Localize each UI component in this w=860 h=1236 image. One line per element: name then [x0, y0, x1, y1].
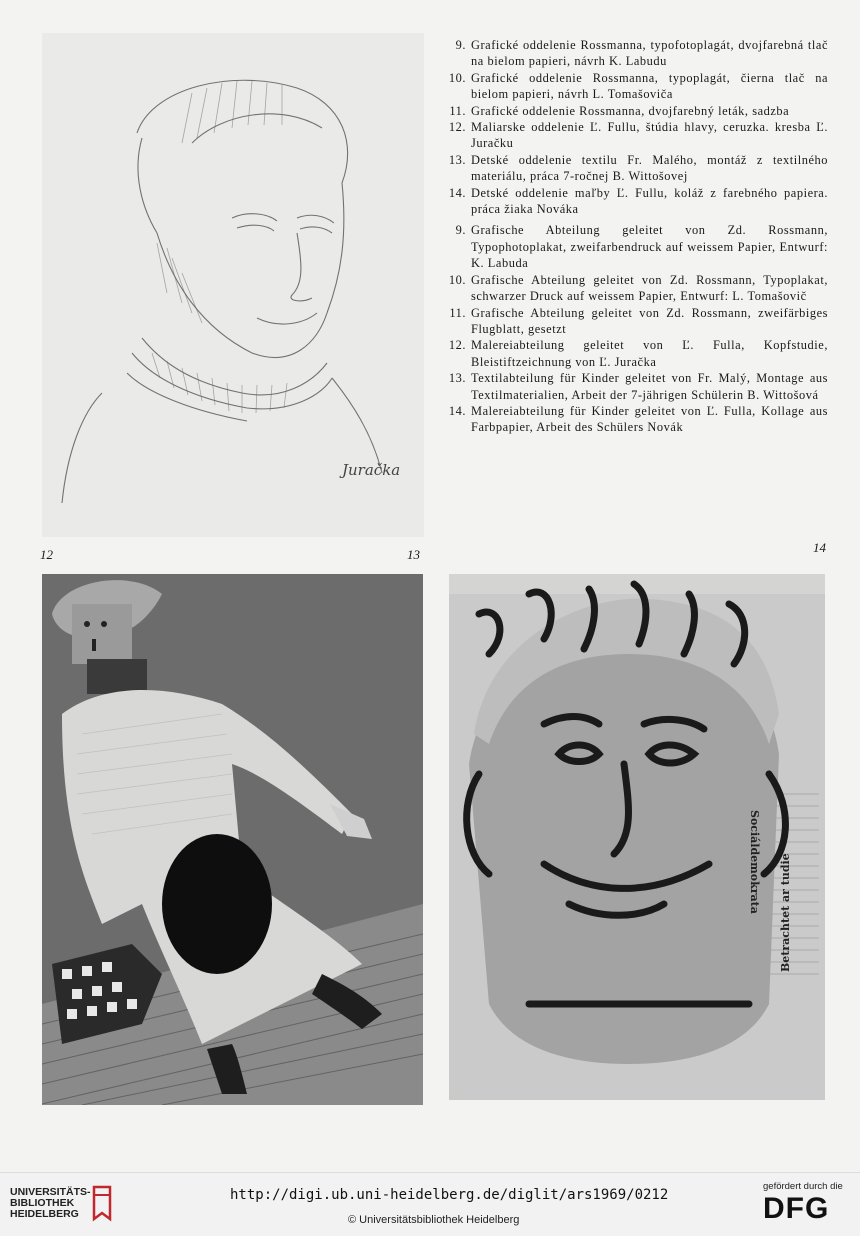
caption-sk-9: 9. Grafické oddelenie Rossmanna, typofotoplagát, dvojfarebná tlač na bielom papieri, návrh K. Labudu: [455, 38, 828, 69]
caption-de-12: 12. Malereiabteilung geleitet von Ľ. Fulla, Kopfstudie, Bleistiftzeichnung von Ľ. Juračka: [448, 338, 828, 369]
figure-14-newspaper-word-2: Betrachtet ar tudie: [779, 853, 792, 972]
figure-12-signature: Juračka: [342, 461, 401, 479]
figure-13-textile-montage: [42, 574, 423, 1105]
figure-12-portrait-drawing: [42, 33, 424, 537]
funder-logo: DFG: [763, 1192, 830, 1225]
copyright-notice: © Universitätsbibliothek Heidelberg: [348, 1214, 520, 1226]
caption-sk-11: 11. Grafické oddelenie Rossmanna, dvojfarebný leták, sadzba: [449, 103, 790, 118]
caption-de-9: 9. Grafische Abteilung geleitet von Zd. Rossmann, Typophotoplakat, zweifarbendruck auf weissem Papier, Entwurf: K. Labuda: [455, 223, 828, 271]
permalink-url[interactable]: http://digi.ub.uni-heidelberg.de/diglit/ars1969/0212: [230, 1187, 669, 1203]
footer-bar: [0, 1172, 860, 1236]
caption-sk-12: 12. Maliarske oddelenie Ľ. Fullu, štúdia hlavy, ceruzka. kresba Ľ. Juračku: [448, 120, 828, 151]
figure-14-newspaper-word-1: Sociáldemokrata: [748, 810, 761, 914]
figure-number-14: 14: [813, 540, 826, 555]
caption-sk-13: 13. Detské oddelenie textilu Fr. Malého, montáž z textilného materiálu, práca 7-ročnej B. Wittošovej: [448, 152, 828, 184]
caption-de-13: 13. Textilabteilung für Kinder geleitet von Fr. Malý, Montage aus Textilmaterialien, Arbeit der 7-jährigen Schülerin B. Wittošová: [448, 371, 828, 402]
funder-label: gefördert durch die: [763, 1181, 843, 1192]
caption-sk-14: 14. Detské oddelenie maľby Ľ. Fullu, koláž z farebného papiera. práca žiaka Nováka: [448, 185, 828, 217]
institution-logo-text: UNIVERSITÄTS- BIBLIOTHEK HEIDELBERG: [10, 1186, 91, 1220]
caption-de-14: 14. Malereiabteilung für Kinder geleitet von Ľ. Fulla, Kollage aus Farbpapier, Arbeit des Schülers Novák: [448, 403, 828, 435]
caption-de-10: 10. Grafische Abteilung geleitet von Zd. Rossmann, Typoplakat, schwarzer Druck auf weissem Papier, Entwurf: L. Tomašovič: [448, 272, 828, 304]
university-logo-icon: [90, 1183, 114, 1223]
figure-14-paper-collage: [449, 574, 825, 1100]
figure-number-12: 12: [40, 547, 53, 562]
caption-sk-10: 10. Grafické oddelenie Rossmanna, typoplagát, čierna tlač na bielom papieri, návrh L. Tomašoviča: [448, 70, 828, 102]
caption-list: [444, 37, 828, 436]
figure-number-13: 13: [407, 547, 420, 562]
caption-de-11: 11. Grafische Abteilung geleitet von Zd. Rossmann, zweifärbiges Flugblatt, gesetzt: [449, 305, 828, 336]
